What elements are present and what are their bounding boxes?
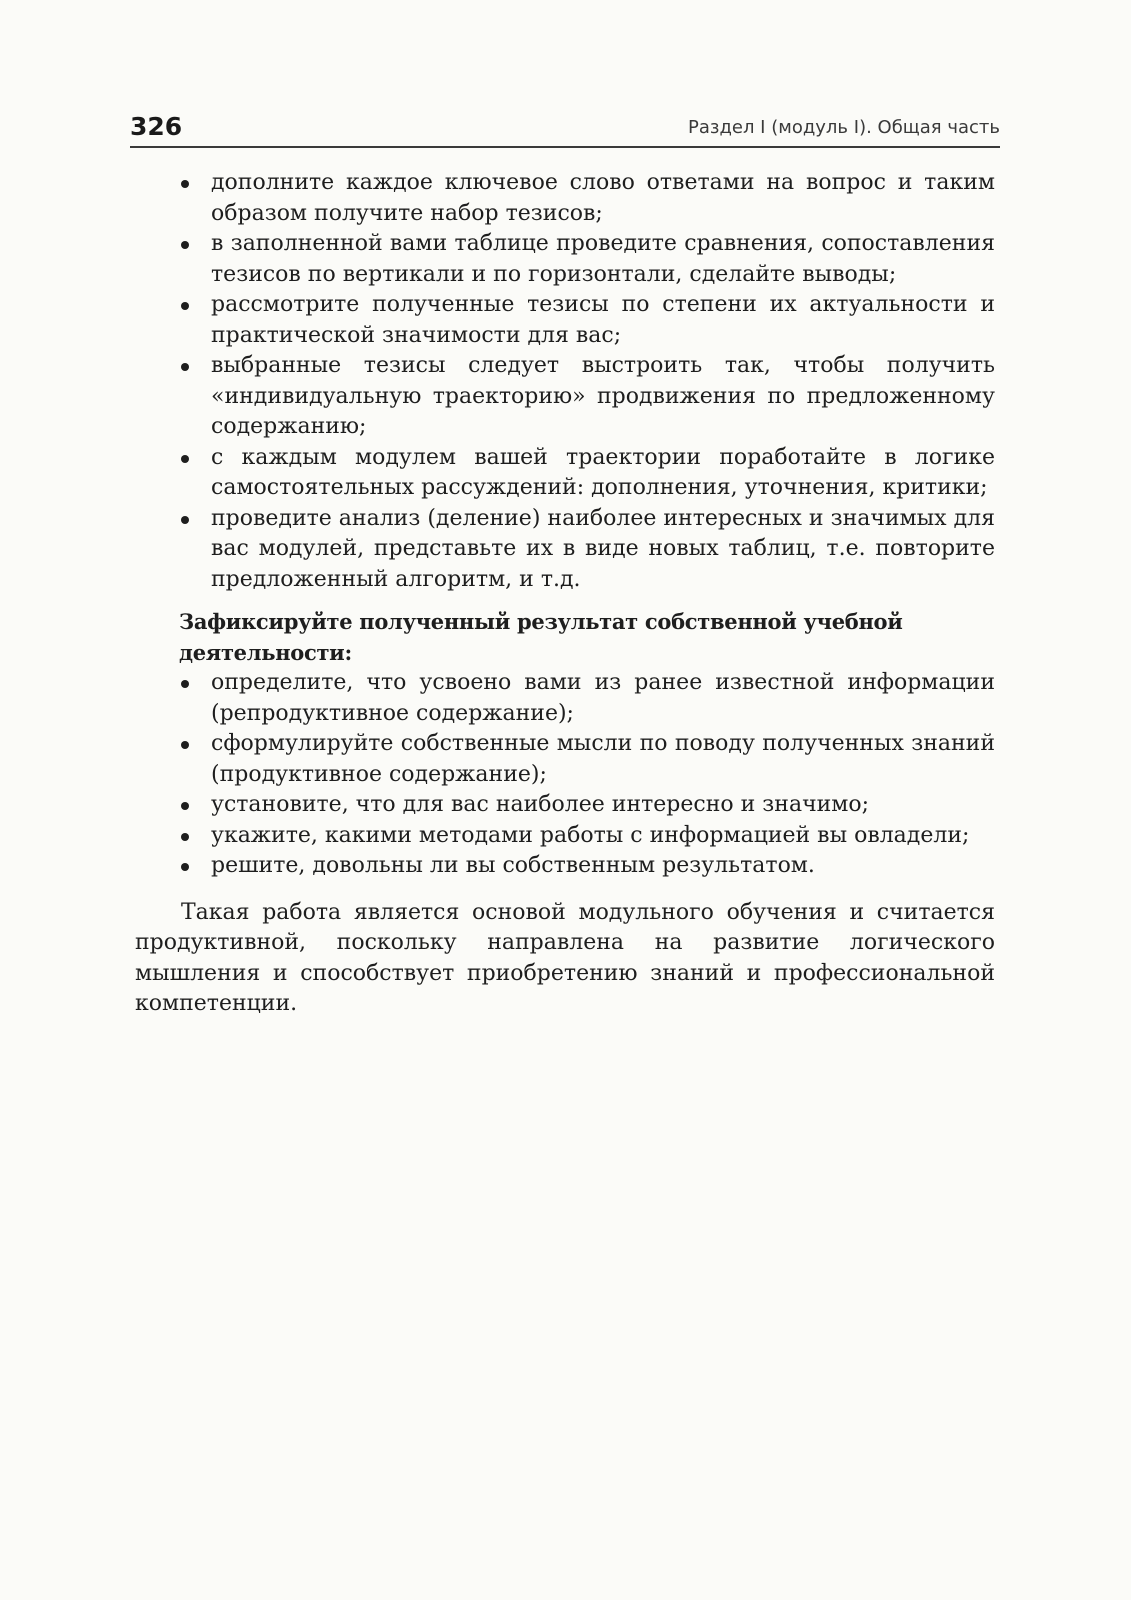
page-number: 326 xyxy=(130,112,183,141)
list-item: в заполненной вами таблице проведите сравнения, сопоставления тезисов по вертикали и по горизонтали, сделайте выводы; xyxy=(211,229,995,290)
list-item: с каждым модулем вашей траектории поработайте в логике самостоятельных рассуждений: дополнения, уточнения, критики; xyxy=(211,443,995,504)
list-item: рассмотрите полученные тезисы по степени их актуальности и практической значимости для вас; xyxy=(211,290,995,351)
list-item: дополните каждое ключевое слово ответами на вопрос и таким образом получите набор тезисов; xyxy=(211,168,995,229)
running-head: Раздел I (модуль I). Общая часть xyxy=(687,117,1000,138)
page-header xyxy=(130,110,1000,148)
bullet-list-results xyxy=(135,668,995,882)
list-item: проведите анализ (деление) наиболее интересных и значимых для вас модулей, представьте их в виде новых таблиц, т.е. повторите предложенный алгоритм, и т.д. xyxy=(211,504,995,596)
list-item: определите, что усвоено вами из ранее известной информации (репродуктивное содержание); xyxy=(211,668,995,729)
section-heading: Зафиксируйте полученный результат собственной учебной деятельности: xyxy=(179,609,903,665)
list-item: выбранные тезисы следует выстроить так, чтобы получить «индивидуальную траекторию» продвижения по предложенному содержанию; xyxy=(211,351,995,443)
list-item: решите, довольны ли вы собственным результатом. xyxy=(211,851,995,882)
list-item: укажите, какими методами работы с информацией вы овладели; xyxy=(211,821,995,852)
list-item: сформулируйте собственные мысли по поводу полученных знаний (продуктивное содержание); xyxy=(211,729,995,790)
closing-paragraph: Такая работа является основой модульного обучения и считается продуктивной, поскольку направлена на развитие логического мышления и способствует приобретению знаний и профессиональной компетенции. xyxy=(135,899,995,1016)
list-item: установите, что для вас наиболее интересно и значимо; xyxy=(211,790,995,821)
bullet-list-steps xyxy=(135,168,995,595)
page-body xyxy=(135,168,995,1020)
